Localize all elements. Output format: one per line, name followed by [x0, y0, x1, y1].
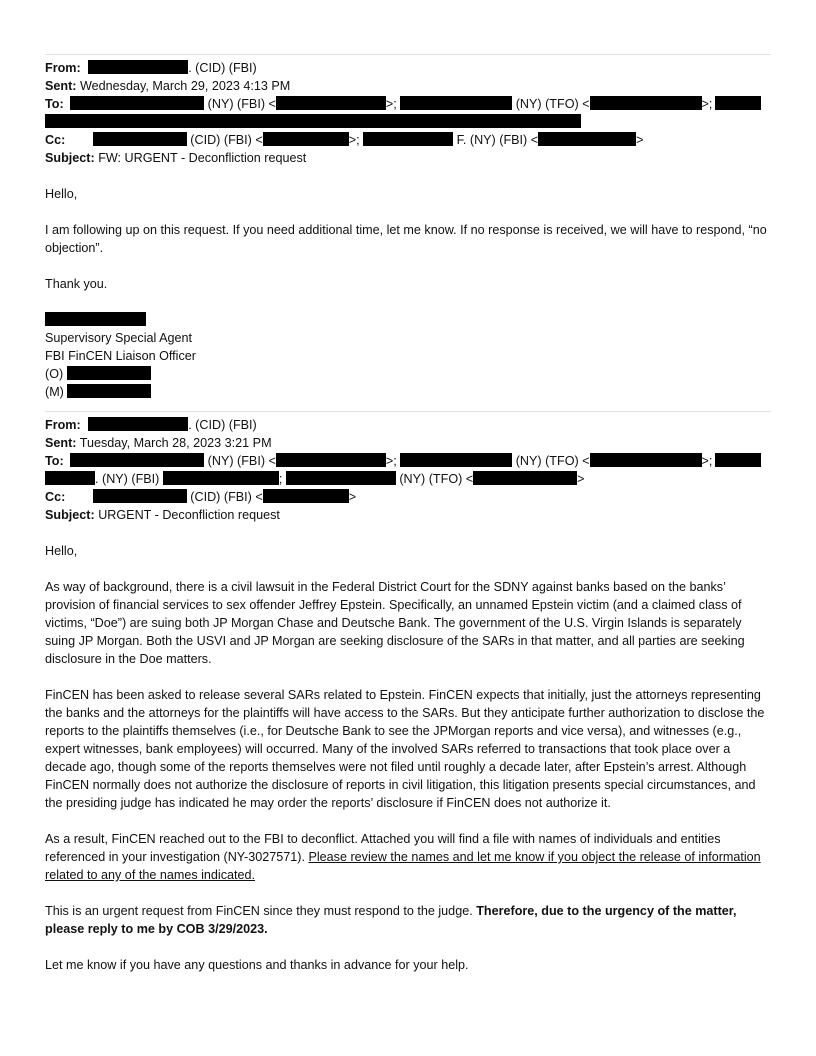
to-part: (NY) (TFO) <: [512, 454, 590, 468]
redaction: [538, 132, 636, 146]
subject-label: Subject:: [45, 151, 95, 165]
to-part: >;: [701, 97, 713, 111]
para3-underlined-text: Please review the names and let me know if you object the release of information related to any of the names indicated.: [45, 850, 761, 882]
redaction: [163, 471, 279, 485]
redaction: [263, 489, 349, 503]
email-document: [45, 54, 771, 974]
sent-value: Wednesday, March 29, 2023 4:13 PM: [79, 79, 291, 93]
body-paragraph: FinCEN has been asked to release several SARs related to Epstein. FinCEN expects that initially, just the attorneys representing the banks and the attorneys for the plaintiffs will have access to the SARs. But they anticipate further authorization to disclose the reports to the plaintiffs themselves (i.e., for Deutsche Bank to see the JPMorgan reports and vice versa), and witnesses (e.g., expert witnesses, bank employees) will occurred. Many of the involved SARs referred to transactions that took place over a decade ago, though some of the reports themselves were not filed until roughly a decade later, after Epstein’s arrest. Although FinCEN normally does not authorize the disclosure of reports in civil litigation, this litigation presents special circumstances, and the presiding judge has indicated he may order the reports’ disclosure if FinCEN does not authorize it.: [45, 688, 765, 810]
from-line: [45, 416, 771, 434]
redaction: [590, 96, 702, 110]
separator-middle: [45, 411, 771, 412]
email2-header: [45, 416, 771, 524]
subject-label: Subject:: [45, 508, 95, 522]
redaction: [286, 471, 396, 485]
redaction: [67, 384, 151, 398]
sent-value: Tuesday, March 28, 2023 3:21 PM: [79, 436, 272, 450]
signature-title: Supervisory Special Agent: [45, 331, 193, 345]
signature-office-phone: [45, 365, 771, 383]
to-part: (NY) (FBI) <: [204, 97, 276, 111]
redaction: [715, 453, 761, 467]
cc-part: >;: [348, 133, 364, 147]
cc-line: [45, 131, 771, 149]
to-line-continued: [45, 470, 771, 488]
from-label: From:: [45, 418, 81, 432]
separator-top: [45, 54, 771, 55]
body-paragraph: As way of background, there is a civil lawsuit in the Federal District Court for the SDNY against banks based on the banks’ provision of financial services to sex offender Jeffrey Epstein. Specifically, an unnamed Epstein victim (and a claimed class of victims, “Doe”) are suing both JP Morgan Chase and Deutsche Bank. The government of the U.S. Virgin Islands is separately suing JP Morgan. Both the USVI and JP Morgan are seeking disclosure of the SARs in that matter, and all parties are seeking disclosure in the Doe matters.: [45, 580, 745, 666]
signature-role: FBI FinCEN Liaison Officer: [45, 349, 196, 363]
para4-bold-text: Therefore, due to the urgency of the matter, please reply to me by COB 3/29/2023.: [45, 904, 737, 936]
greeting: Hello,: [45, 544, 78, 558]
to-part: (NY) (TFO) <: [395, 472, 474, 486]
body-paragraph: [45, 830, 771, 884]
email1-header: [45, 59, 771, 167]
redaction: [93, 489, 187, 503]
to-line: [45, 95, 771, 113]
body-paragraph: Let me know if you have any questions and thanks in advance for your help.: [45, 958, 469, 972]
redaction: [45, 312, 146, 326]
to-label: To:: [45, 97, 64, 111]
office-label: (O): [45, 367, 64, 381]
redaction: [88, 60, 188, 74]
signature-mobile-phone: [45, 383, 771, 401]
cc-part: >: [348, 490, 357, 504]
mobile-label: (M): [45, 385, 64, 399]
to-part: >;: [385, 454, 401, 468]
redaction: [263, 132, 349, 146]
subject-line: [45, 506, 771, 524]
to-part: ;: [278, 472, 286, 486]
redaction: [590, 453, 702, 467]
redaction: [88, 417, 188, 431]
body-paragraph: I am following up on this request. If you need additional time, let me know. If no response is received, we will have to respond, “no objection”.: [45, 223, 767, 255]
redaction: [45, 114, 581, 128]
redaction: [363, 132, 453, 146]
signature-block: [45, 311, 771, 401]
redaction: [70, 96, 204, 110]
redaction: [67, 366, 151, 380]
to-part: (NY) (FBI) <: [204, 454, 276, 468]
sent-label: Sent:: [45, 436, 77, 450]
redaction: [400, 96, 512, 110]
closing: Thank you.: [45, 277, 108, 291]
to-line-continued: [45, 113, 771, 131]
cc-label: Cc:: [45, 133, 66, 147]
greeting: Hello,: [45, 187, 78, 201]
subject-value: URGENT - Deconfliction request: [98, 508, 280, 522]
cc-label: Cc:: [45, 490, 66, 504]
redaction: [45, 471, 95, 485]
to-part: >;: [701, 454, 713, 468]
from-value: . (CID) (FBI): [188, 418, 257, 432]
redaction: [715, 96, 761, 110]
sent-line: [45, 434, 771, 452]
to-part: >: [577, 472, 585, 486]
cc-part: (CID) (FBI) <: [186, 490, 263, 504]
redaction: [70, 453, 204, 467]
to-part: >;: [385, 97, 401, 111]
redaction: [473, 471, 577, 485]
from-label: From:: [45, 61, 81, 75]
redaction: [276, 453, 386, 467]
para3-text: As a result, FinCEN reached out to the FBI to deconflict. Attached you will find a file with names of individuals and entities referenced in your investigation (NY-3027571).: [45, 832, 721, 864]
sent-label: Sent:: [45, 79, 77, 93]
cc-part: >: [636, 133, 644, 147]
to-line: [45, 452, 771, 470]
cc-line: [45, 488, 771, 506]
subject-line: [45, 149, 771, 167]
sent-line: [45, 77, 771, 95]
from-value: . (CID) (FBI): [188, 61, 257, 75]
to-part: . (NY) (FBI): [95, 472, 163, 486]
cc-part: F. (NY) (FBI) <: [453, 133, 539, 147]
subject-value: FW: URGENT - Deconfliction request: [98, 151, 307, 165]
para4-text: This is an urgent request from FinCEN since they must respond to the judge.: [45, 904, 477, 918]
redaction: [400, 453, 512, 467]
to-part: (NY) (TFO) <: [512, 97, 590, 111]
to-label: To:: [45, 454, 64, 468]
body-paragraph: [45, 902, 771, 938]
redaction: [276, 96, 386, 110]
from-line: [45, 59, 771, 77]
cc-part: (CID) (FBI) <: [186, 133, 263, 147]
redaction: [93, 132, 187, 146]
